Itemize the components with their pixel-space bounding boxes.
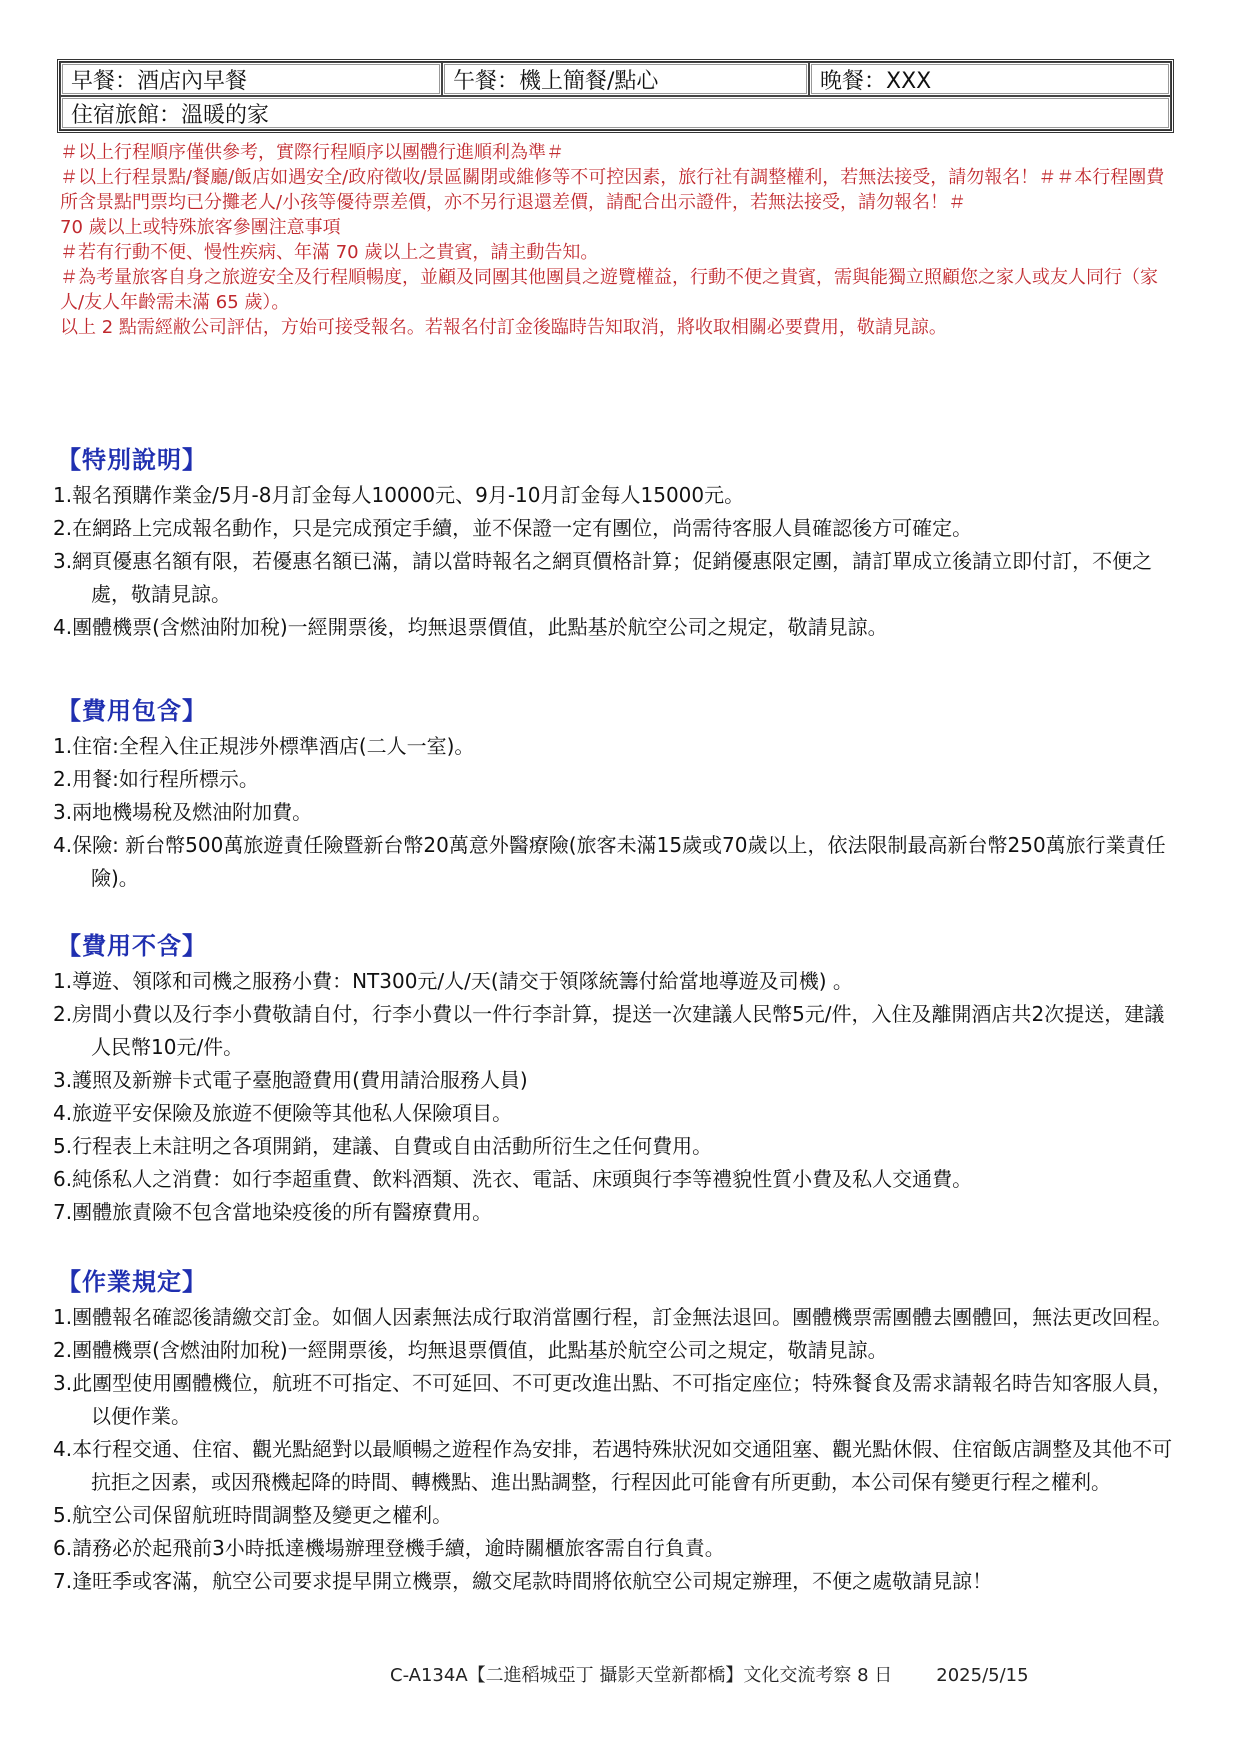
- breakfast-cell: 早餐：酒店內早餐: [60, 62, 442, 96]
- list-item: 4.保險: 新台幣500萬旅遊責任險暨新台幣20萬意外醫療險(旅客未滿15歲或70歲以上，依法限制最高新台幣250萬旅行業責任險)。: [53, 833, 1166, 890]
- section-title: 【費用包含】: [57, 697, 207, 725]
- section-title: 【特別說明】: [57, 446, 207, 474]
- note-line: 70 歲以上或特殊旅客參團注意事項: [60, 217, 341, 238]
- dinner-cell: 晚餐：XXX: [809, 62, 1171, 96]
- note-line: 以上 2 點需經敝公司評估，方始可接受報名。若報名付訂金後臨時告知取消，將收取相關必要費用，敬請見諒。: [60, 317, 947, 338]
- list-item: 1.團體報名確認後請繳交訂金。如個人因素無法成行取消當團行程，訂金無法退回。團體機票需團體去團體回，無法更改回程。: [53, 1305, 1173, 1329]
- list-item: 2.房間小費以及行李小費敬請自付，行李小費以一件行李計算，提送一次建議人民幣5元/件，入住及離開酒店共2次提送，建議人民幣10元/件。: [53, 1002, 1165, 1059]
- section-title: 【作業規定】: [57, 1268, 207, 1296]
- note-line: ＃以上行程景點/餐廳/飯店如遇安全/政府徵收/景區關閉或維修等不可控因素，旅行社有調整權利，若無法接受，請勿報名！＃＃本行程團費所含景點門票均已分攤老人/小孩等優待票差價，亦不另行退還差價，請配合出示證件，若無法接受，請勿報名！＃: [60, 167, 1165, 213]
- note-line: ＃為考量旅客自身之旅遊安全及行程順暢度，並顧及同團其他團員之遊覽權益，行動不便之貴賓，需與能獨立照顧您之家人或友人同行（家人/友人年齡需未滿 65 歲）。: [60, 267, 1158, 313]
- note-line: ＃以上行程順序僅供參考，實際行程順序以團體行進順利為準＃: [60, 142, 564, 163]
- list-item: 4.團體機票(含燃油附加稅)一經開票後，均無退票價值，此點基於航空公司之規定，敬請見諒。: [53, 615, 888, 639]
- list-item: 2.團體機票(含燃油附加稅)一經開票後，均無退票價值，此點基於航空公司之規定，敬請見諒。: [53, 1338, 888, 1362]
- fee-excluded-section: [53, 929, 1183, 1229]
- list-item: 6.純係私人之消費：如行李超重費、飲料酒類、洗衣、電話、床頭與行李等禮貌性質小費及私人交通費。: [53, 1167, 973, 1191]
- list-item: 2.在網路上完成報名動作，只是完成預定手續，並不保證一定有團位，尚需待客服人員確認後方可確定。: [53, 516, 973, 540]
- list-item: 6.請務必於起飛前3小時抵達機場辦理登機手續，逾時關櫃旅客需自行負責。: [53, 1536, 725, 1560]
- list-item: 3.網頁優惠名額有限，若優惠名額已滿，請以當時報名之網頁價格計算；促銷優惠限定團，請訂單成立後請立即付訂，不便之處，敬請見諒。: [53, 549, 1153, 606]
- section-title: 【費用不含】: [57, 932, 207, 960]
- footer-date: 2025/5/15: [936, 1665, 1029, 1686]
- special-notes-section: [53, 443, 1183, 644]
- list-item: 3.護照及新辦卡式電子臺胞證費用(費用請洽服務人員): [53, 1068, 528, 1092]
- lunch-cell: 午餐：機上簡餐/點心: [442, 62, 809, 96]
- list-item: 1.住宿:全程入住正規涉外標準酒店(二人一室)。: [53, 734, 475, 758]
- list-item: 2.用餐:如行程所標示。: [53, 767, 259, 791]
- meal-row: [60, 62, 1171, 96]
- list-item: 1.導遊、領隊和司機之服務小費：NT300元/人/天(請交于領隊統籌付給當地導遊及司機) 。: [53, 969, 853, 993]
- list-item: 5.行程表上未註明之各項開銷，建議、自費或自由活動所衍生之任何費用。: [53, 1134, 713, 1158]
- list-item: 7.逢旺季或客滿，航空公司要求提早開立機票，繳交尾款時間將依航空公司規定辦理，不便之處敬請見諒！: [53, 1569, 993, 1593]
- hotel-cell: 住宿旅館：溫暖的家: [60, 96, 1171, 130]
- meal-hotel-table: [57, 59, 1174, 133]
- list-item: 4.本行程交通、住宿、觀光點絕對以最順暢之遊程作為安排，若遇特殊狀況如交通阻塞、觀光點休假、住宿飯店調整及其他不可抗拒之因素，或因飛機起降的時間、轉機點、進出點調整，行程因此可能會有所更動，本公司保有變更行程之權利。: [53, 1437, 1173, 1494]
- list-item: 7.團體旅責險不包含當地染疫後的所有醫療費用。: [53, 1200, 493, 1224]
- list-item: 4.旅遊平安保險及旅遊不便險等其他私人保險項目。: [53, 1101, 513, 1125]
- hotel-row: [60, 96, 1171, 130]
- fee-included-section: [53, 694, 1183, 895]
- operation-rules-section: [53, 1265, 1183, 1598]
- itinerary-notes: [60, 140, 1180, 340]
- list-item: 1.報名預購作業金/5月-8月訂金每人10000元、9月-10月訂金每人15000元。: [53, 483, 745, 507]
- list-item: 3.此團型使用團體機位，航班不可指定、不可延回、不可更改進出點、不可指定座位；特殊餐食及需求請報名時告知客服人員，以便作業。: [53, 1371, 1173, 1428]
- page-footer: [390, 1661, 1170, 1687]
- note-line: ＃若有行動不便、慢性疾病、年滿 70 歲以上之貴賓，請主動告知。: [60, 242, 599, 263]
- list-item: 5.航空公司保留航班時間調整及變更之權利。: [53, 1503, 453, 1527]
- tour-code: C-A134A【二進稻城亞丁 攝影天堂新都橋】文化交流考察 8 日: [390, 1665, 893, 1686]
- list-item: 3.兩地機場稅及燃油附加費。: [53, 800, 313, 824]
